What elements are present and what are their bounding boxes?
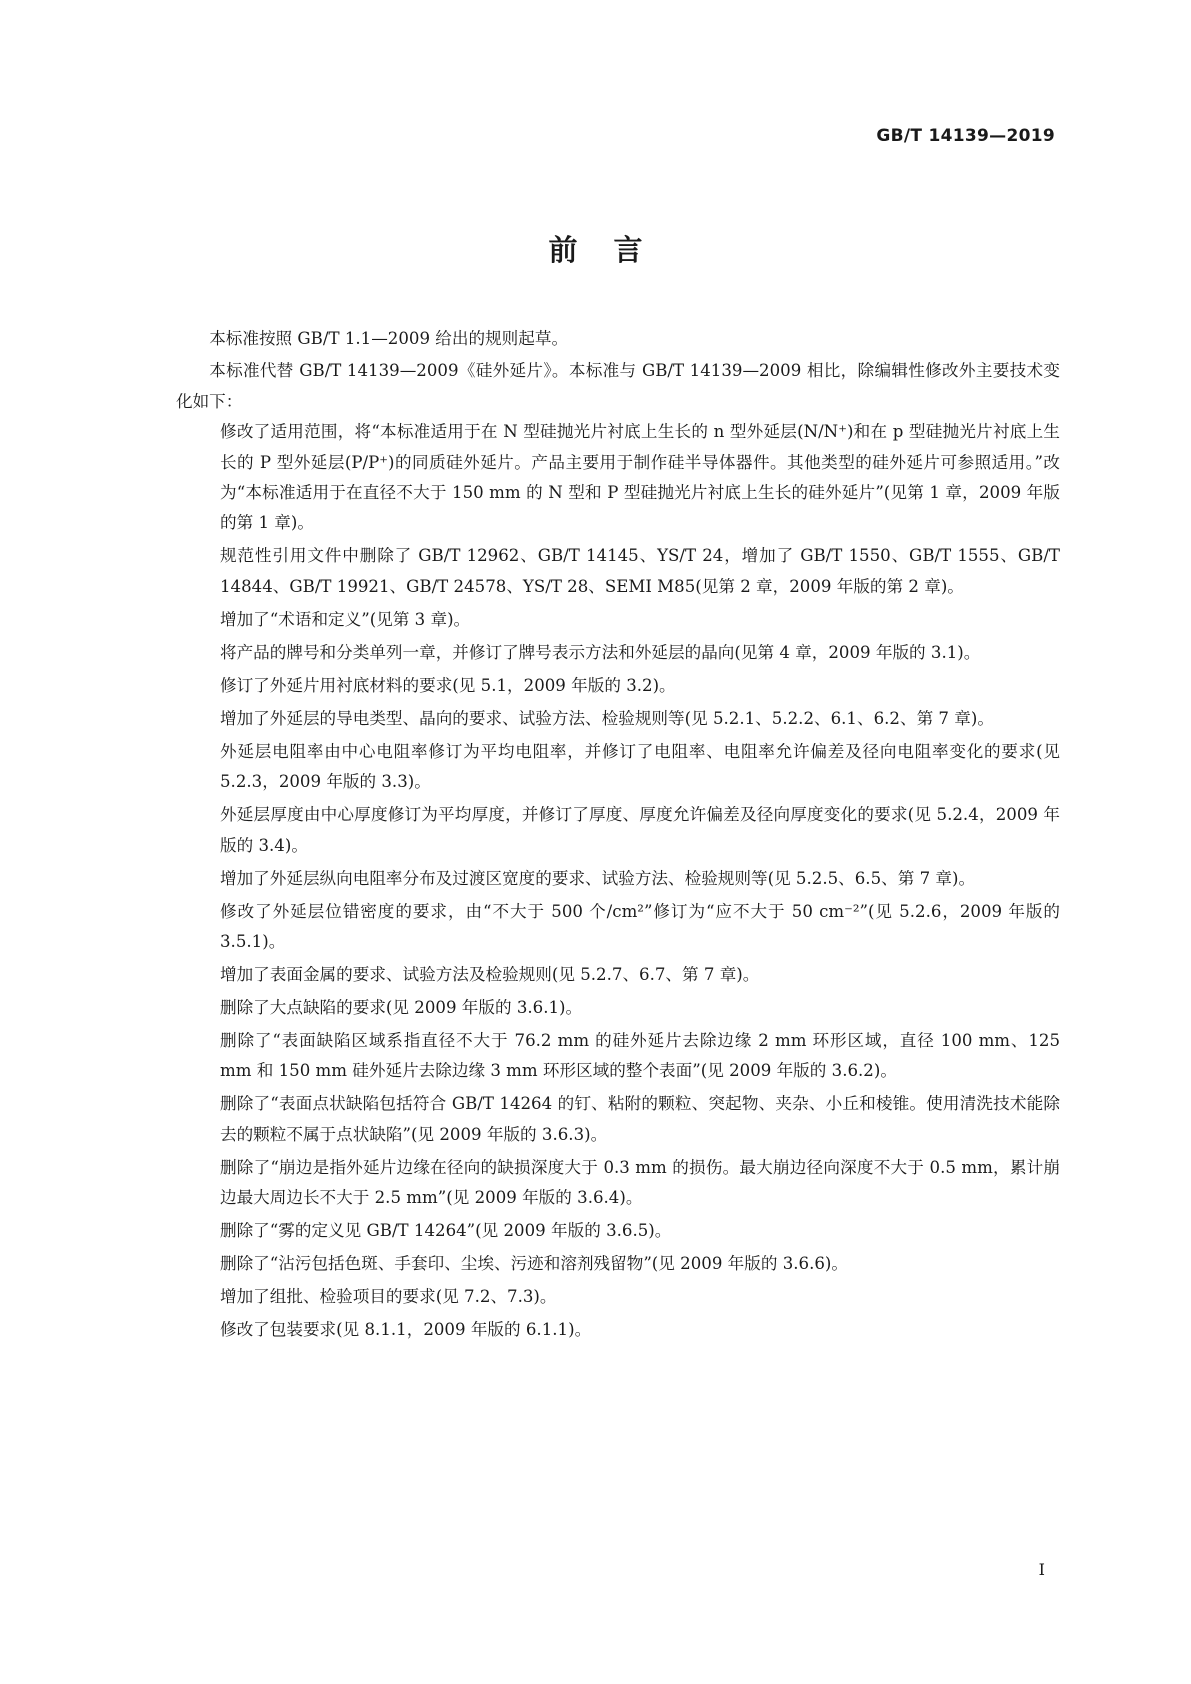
list-item [176,800,1060,861]
list-item-text: 修订了外延片用衬底材料的要求(见 5.1，2009 年版的 3.2)。 [220,675,676,695]
list-item-text: 增加了外延层纵向电阻率分布及过渡区宽度的要求、试验方法、检验规则等(见 5.2.5、6.5、第 7 章)。 [220,868,976,888]
paragraph-replacement: 本标准代替 GB/T 14139—2009《硅外延片》。本标准与 GB/T 14139—2009 相比，除编辑性修改外主要技术变化如下： [176,361,1060,411]
list-item [176,605,1060,635]
paragraph-drafting-rules: 本标准按照 GB/T 1.1—2009 给出的规则起草。 [209,329,569,348]
list-item-text: 删除了大点缺陷的要求(见 2009 年版的 3.6.1)。 [220,998,583,1018]
list-item-text: 增加了表面金属的要求、试验方法及检验规则(见 5.2.7、6.7、第 7 章)。 [220,965,760,985]
page-title: 前言 [548,233,679,267]
list-item [176,1249,1060,1279]
list-item-text: 将产品的牌号和分类单列一章，并修订了牌号表示方法和外延层的晶向(见第 4 章，2009 年版的 3.1)。 [220,642,981,662]
list-item [176,737,1060,798]
list-item [176,1153,1060,1214]
list-item-text: 删除了“沾污包括色斑、手套印、尘埃、污迹和溶剂残留物”(见 2009 年版的 3.6.6)。 [220,1254,849,1274]
page-number: I [1038,1560,1045,1579]
list-item-text: 修改了外延层位错密度的要求，由“不大于 500 个/cm²”修订为“应不大于 50 cm⁻²”(见 5.2.6，2009 年版的 3.5.1)。 [220,901,1060,952]
list-item [176,960,1060,990]
list-item-text: 规范性引用文件中删除了 GB/T 12962、GB/T 14145、YS/T 24，增加了 GB/T 1550、GB/T 1555、GB/T 14844、GB/T 19921、GB/T 24578、YS/T 28、SEMI M85(见第 2 章，2009 年版的第 2 章)。 [220,546,1060,596]
list-item [176,1282,1060,1312]
list-item-text: 删除了“表面点状缺陷包括符合 GB/T 14264 的钉、粘附的颗粒、突起物、夹杂、小丘和棱锥。使用清洗技术能除去的颗粒不属于点状缺陷”(见 2009 年版的 3.6.3)。 [220,1094,1060,1144]
list-item [176,541,1060,602]
list-item-text: 外延层电阻率由中心电阻率修订为平均电阻率，并修订了电阻率、电阻率允许偏差及径向电阻率变化的要求(见 5.2.3，2009 年版的 3.3)。 [220,741,1060,792]
list-item [176,1315,1060,1345]
list-item-text: 修改了适用范围，将“本标准适用于在 N 型硅抛光片衬底上生长的 n 型外延层(N/N⁺)和在 p 型硅抛光片衬底上生长的 P 型外延层(P/P⁺)的同质硅外延片。产品主要用于制作硅半导体器件。其他类型的硅外延片可参照适用。”改为“本标准适用于在直径不大于 150 mm 的 N 型和 P 型硅抛光片衬底上生长的硅外延片”(见第 1 章，2009 年版的第 1 章)。 [220,422,1060,533]
list-item [176,864,1060,894]
list-item-text: 删除了“表面缺陷区域系指直径不大于 76.2 mm 的硅外延片去除边缘 2 mm 环形区域，直径 100 mm、125 mm 和 150 mm 硅外延片去除边缘 3 mm 环形区域的整个表面”(见 2009 年版的 3.6.2)。 [220,1031,1060,1081]
list-item [176,704,1060,734]
list-item-text: 增加了“术语和定义”(见第 3 章)。 [220,609,471,629]
list-item [176,1026,1060,1087]
list-item [176,1216,1060,1246]
list-item-text: 外延层厚度由中心厚度修订为平均厚度，并修订了厚度、厚度允许偏差及径向厚度变化的要求(见 5.2.4，2009 年版的 3.4)。 [220,805,1060,855]
standard-code: GB/T 14139—2019 [876,126,1055,146]
foreword-body [176,324,1060,1348]
list-item [176,897,1060,958]
changes-list [176,417,1060,1345]
list-item-text: 删除了“雾的定义见 GB/T 14264”(见 2009 年版的 3.6.5)。 [220,1221,672,1241]
list-item [176,671,1060,701]
list-item-text: 增加了外延层的导电类型、晶向的要求、试验方法、检验规则等(见 5.2.1、5.2.2、6.1、6.2、第 7 章)。 [220,708,994,728]
list-item [176,1089,1060,1150]
list-item-text: 增加了组批、检验项目的要求(见 7.2、7.3)。 [220,1287,557,1307]
list-item-text: 修改了包装要求(见 8.1.1，2009 年版的 6.1.1)。 [220,1320,592,1340]
list-item-text: 删除了“崩边是指外延片边缘在径向的缺损深度大于 0.3 mm 的损伤。最大崩边径向深度不大于 0.5 mm，累计崩边最大周边长不大于 2.5 mm”(见 2009 年版的 3.6.4)。 [220,1157,1060,1208]
list-item [176,993,1060,1023]
list-item [176,638,1060,668]
list-item [176,417,1060,539]
